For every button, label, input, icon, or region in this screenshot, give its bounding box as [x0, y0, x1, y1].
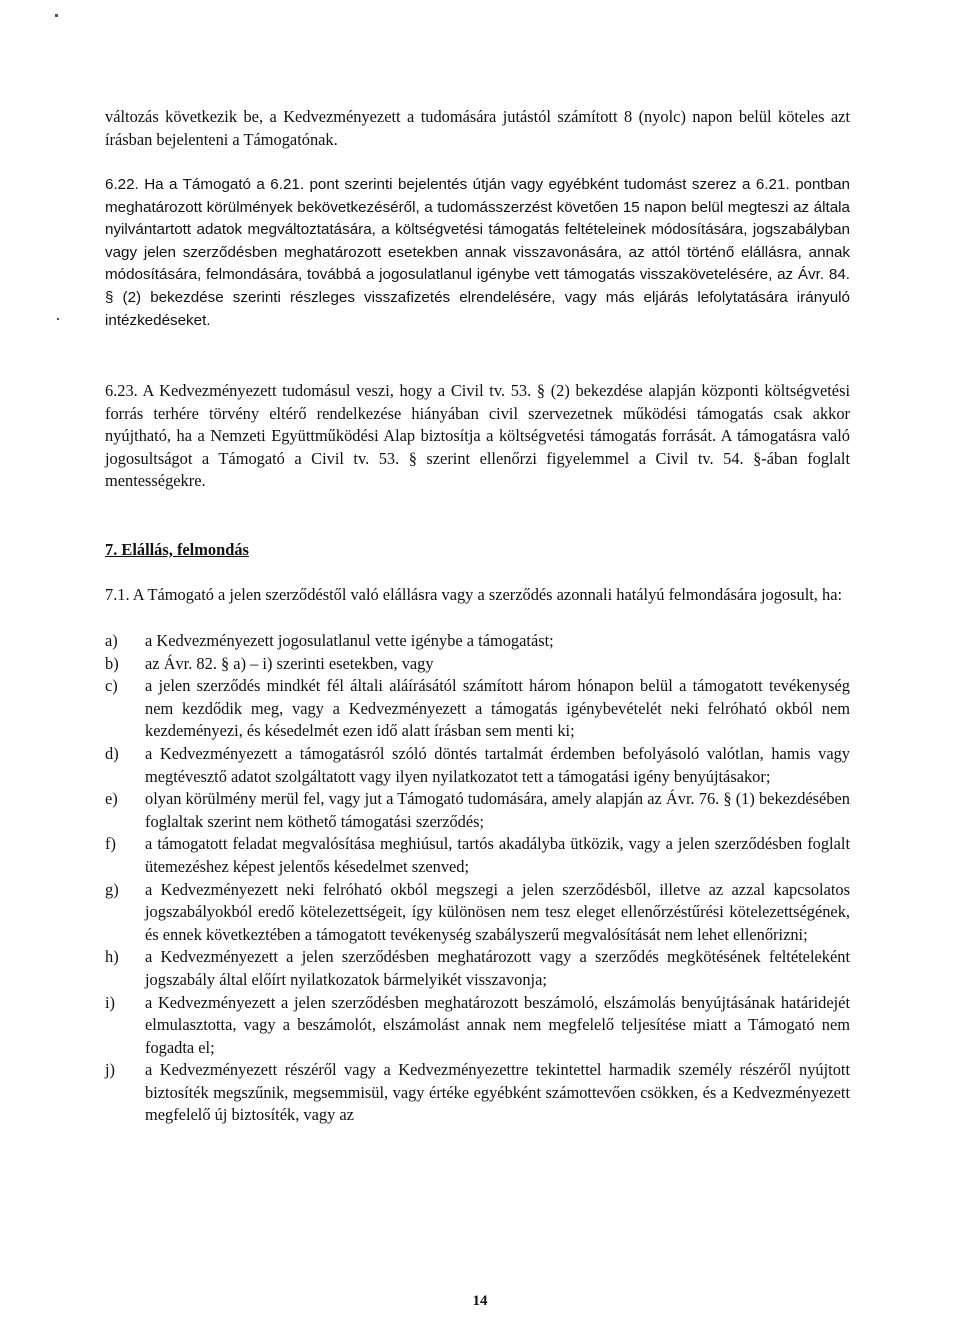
list-item [105, 743, 850, 788]
list-item [105, 992, 850, 1060]
item-text: olyan körülmény merül fel, vagy jut a Támogató tudomására, amely alapján az Ávr. 76. § (1) bekezdésében foglaltak szerint nem köthető támogatási szerződés; [145, 789, 850, 831]
item-text: a Kedvezményezett a támogatásról szóló döntés tartalmát érdemben befolyásoló valótlan, hamis vagy megtévesztő adatot szolgáltatott vagy ilyen nyilatkozatot tett a támogatási igény benyújtásakor; [145, 743, 850, 786]
section-intro: 7.1. A Támogató a jelen szerződéstől való elállásra vagy a szerződés azonnali hatályú felmondására jogosult, ha: [105, 585, 843, 604]
item-text: a Kedvezményezett a jelen szerződésben meghatározott beszámoló, elszámolás benyújtásának határidejét elmulasztotta, vagy a beszámolót, elszámolást annak nem megfelelő teljesítése miatt a Támogató nem fogadta el; [145, 992, 850, 1057]
condition-list [105, 630, 850, 1127]
item-label: e) [105, 789, 118, 809]
list-item [105, 1059, 850, 1127]
item-text: a támogatott feladat megvalósítása meghiúsul, tartós akadályba ütközik, vagy a jelen szerződésben foglalt ütemezéshez képest jelentős késedelmet szenved; [145, 834, 850, 876]
scan-speck [55, 14, 58, 17]
item-label: f) [105, 834, 116, 854]
item-label: g) [105, 879, 119, 899]
item-text: a jelen szerződés mindkét fél általi aláírásától számított három hónapon belül a támogatott tevékenység nem kezdődik meg, vagy a Kedvezményezett a támogatás igénybevételét neki felróható okból nem kezdeményezi, és késedelmét ezen idő alatt írásban sem menti ki; [145, 676, 850, 741]
item-label: c) [105, 676, 118, 696]
item-label: i) [105, 992, 116, 1012]
scan-speck [57, 318, 59, 320]
list-item [105, 653, 850, 676]
item-text: a Kedvezményezett a jelen szerződésben meghatározott vagy a szerződés megkötésének feltételeként jogszabály által előírt nyilatkozatok bármelyikét visszavonja; [145, 947, 850, 989]
list-item [105, 879, 850, 947]
list-item [105, 630, 850, 653]
paragraph-6-22: 6.22. Ha a Támogató a 6.21. pont szerinti bejelentés útján vagy egyébként tudomást szerez a 6.21. pontban meghatározott körülmények bekövetkezéséről, a tudomásszerzést követően 15 napon belül megteszi az általa nyilvántartott adatok megváltoztatására, a költségvetési támogatás feltételeinek módosítására, jogszabályban vagy jelen szerződésben meghatározott esetekben annak visszavonására, az attól történő elállásra, annak módosítására, felmondására, továbbá a jogosulatlanul igénybe vett támogatás visszakövetelésére, az Ávr. 84. § (2) bekezdése szerinti részleges visszafizetés elrendelésére, vagy más eljárás lefolytatására irányuló intézkedéseket. [105, 176, 850, 329]
paragraph-6-23: 6.23. A Kedvezményezett tudomásul veszi, hogy a Civil tv. 53. § (2) bekezdése alapján központi költségvetési forrás terhére törvény eltérő rendelkezése hiányában civil szervezetnek működési támogatás csak akkor nyújtható, ha a Nemzeti Együttműködési Alap biztosítja a költségvetési támogatás forrását. A támogatásra való jogosultságot a Támogató a Civil tv. 53. § szerint ellenőrzi figyelemmel a Civil tv. 54. §-ában foglalt mentességekre. [105, 381, 850, 491]
item-label: d) [105, 743, 119, 763]
list-item [105, 788, 850, 833]
item-label: b) [105, 653, 119, 673]
item-label: a) [105, 631, 118, 650]
item-text: az Ávr. 82. § a) – i) szerinti esetekben, vagy [145, 653, 434, 673]
list-item [105, 675, 850, 743]
list-item [105, 946, 850, 991]
section-heading: 7. Elállás, felmondás [105, 540, 249, 559]
item-text: a Kedvezményezett jogosulatlanul vette igénybe a támogatást; [145, 631, 554, 650]
paragraph-continuation: változás következik be, a Kedvezményezett a tudomására jutástól számított 8 (nyolc) napon belül köteles azt írásban bejelenteni a Támogatónak. [105, 107, 850, 149]
item-text: a Kedvezményezett részéről vagy a Kedvezményezettre tekintettel harmadik személy részéről nyújtott biztosíték megszűnik, megsemmisül, vagy értéke egyébként számottevően csökken, és a Kedvezményezett megfelelő új biztosíték, vagy az [145, 1060, 850, 1125]
item-label: h) [105, 947, 119, 967]
item-text: a Kedvezményezett neki felróható okból megszegi a jelen szerződésből, illetve az azzal kapcsolatos jogszabályokból eredő kötelezettségeit, így különösen nem tesz eleget ellenőrzéstűrési kötelezettségének, és ennek következtében a támogatott tevékenység szabályszerű megvalósítását nem lehet ellenőrizni; [145, 879, 850, 944]
page-number: 14 [472, 1293, 488, 1309]
list-item [105, 833, 850, 878]
item-label: j) [105, 1060, 116, 1080]
